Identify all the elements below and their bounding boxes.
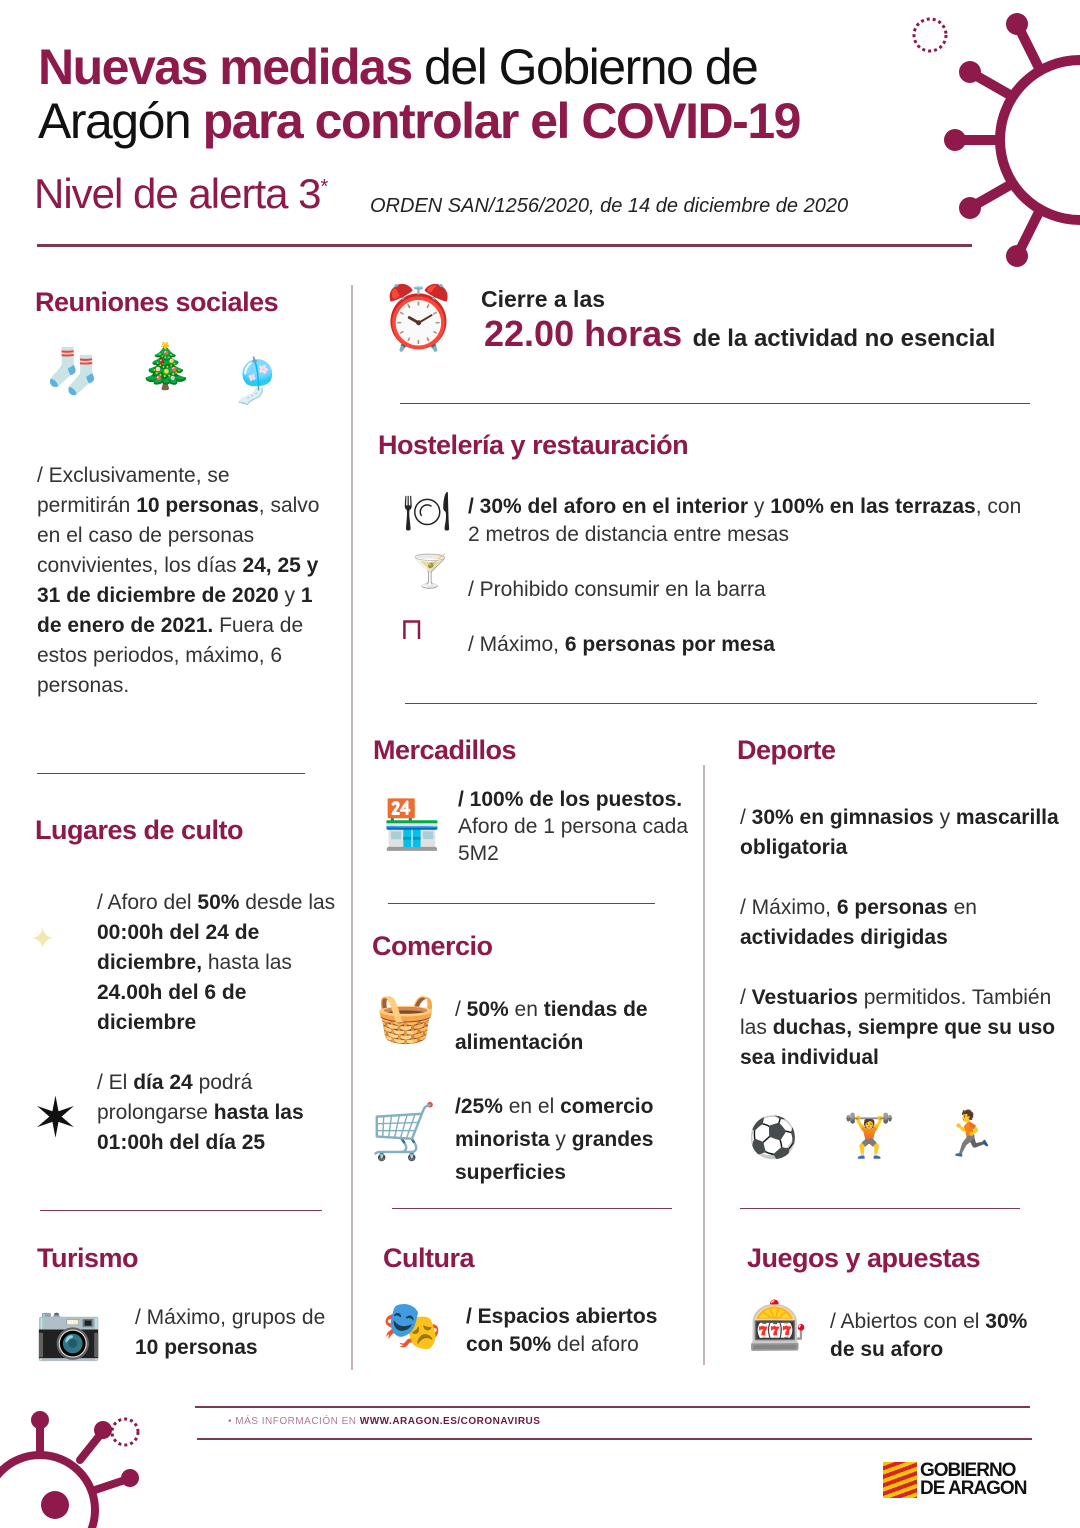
table-chairs-icon: ⊓ [400, 613, 424, 646]
grocery-basket-icon: 🧺 [376, 992, 436, 1045]
camera-icon: 📷 [35, 1302, 103, 1362]
ornaments-icon: 🎐 [228, 357, 283, 406]
text-emphasis: 50% [197, 891, 240, 914]
text-emphasis: 100% en las terrazas [770, 495, 976, 518]
alert-footnote-mark: * [320, 176, 328, 198]
text-segment: / Máximo, [468, 633, 565, 656]
closing-scope: de la actividad no esencial [692, 325, 996, 352]
text-emphasis: para controlar el COVID-19 [202, 93, 800, 149]
text-emphasis: grandes superficies [455, 1128, 654, 1184]
reuniones-text [37, 461, 322, 701]
divider [703, 765, 705, 1365]
text-segment: en el [502, 1095, 561, 1118]
text-emphasis: / 100% de los puestos. [458, 788, 683, 811]
text-emphasis: 30% de su aforo [830, 1310, 1028, 1361]
soccer-ball-icon: ⚽ [748, 1116, 798, 1160]
text-emphasis: comercio minorista [455, 1095, 654, 1151]
alarm-clock-icon: ⏰ [380, 284, 458, 353]
text-segment: permitidos. También las [740, 986, 1052, 1039]
mercadillos-text [458, 786, 688, 867]
text-emphasis: 24, 25 y 31 de diciembre de 2020 [37, 554, 319, 607]
divider [388, 903, 655, 904]
logo-line-1: GOBIERNO [920, 1460, 1016, 1481]
virus-icon [0, 1410, 150, 1528]
divider [740, 1208, 1020, 1209]
gobierno-aragon-logo [883, 1462, 1026, 1498]
text-segment: / Exclusivamente, se permitirán [37, 464, 230, 517]
section-title: Cultura [383, 1243, 474, 1273]
text-segment: / El [97, 1071, 134, 1094]
text-segment: / Aforo del [97, 891, 198, 914]
logo-line-2: DE ARAGON [920, 1478, 1027, 1499]
hosteleria-item [468, 493, 1038, 549]
hosteleria-item [468, 575, 1028, 605]
aragon-flag-icon [883, 1462, 917, 1498]
divider [37, 244, 972, 247]
text-emphasis: 1 de enero de 2021. [37, 584, 313, 637]
divider [37, 773, 305, 774]
text-emphasis: 30% en gimnasios [751, 806, 934, 829]
more-info: • MÁS INFORMACIÓN EN WWW.ARAGON.ES/CORONAVIRUS [228, 1416, 541, 1427]
divider [197, 1438, 1032, 1440]
culto-text-2 [97, 1068, 332, 1158]
text-segment: , con 2 metros de distancia entre mesas [468, 495, 1022, 546]
section-title: Lugares de culto [35, 815, 244, 845]
text-segment: del aforo [551, 1333, 639, 1356]
runner-icon: 🏃 [942, 1110, 997, 1159]
page-title [38, 40, 868, 148]
star-icon: ✶ [32, 1086, 79, 1149]
alert-level-text: Nivel de alerta 3 [34, 170, 321, 217]
sparkle-icon: ✦ [30, 923, 56, 956]
divider [405, 703, 1037, 704]
text-segment: y [748, 495, 771, 518]
cloche-icon: 🍽 [403, 491, 452, 533]
theater-masks-icon: 🎭 [382, 1300, 442, 1353]
market-stall-icon: 🏪 [382, 799, 442, 852]
divider [400, 403, 1030, 404]
text-emphasis: Nuevas medidas [38, 39, 412, 95]
text-segment: del Gobierno de Aragón [38, 39, 758, 149]
section-title: Reuniones sociales [35, 287, 279, 317]
stocking-icon: 🧦 [45, 347, 100, 396]
text-segment: podrá prolongarse [97, 1071, 253, 1124]
text-emphasis: 6 personas por mesa [564, 633, 775, 656]
text-emphasis: / 30% del aforo en el interior [468, 495, 749, 518]
section-title: Hostelería y restauración [378, 430, 689, 460]
section-title: Turismo [37, 1243, 139, 1273]
text-emphasis: 50% [466, 998, 509, 1021]
closing-hour: 22.00 horas [484, 313, 683, 354]
divider [351, 285, 353, 1370]
order-reference: ORDEN SAN/1256/2020, de 14 de diciembre de 2020 [370, 195, 849, 217]
deporte-item [740, 983, 1060, 1073]
divider [40, 1210, 322, 1211]
text-emphasis: 00:00h del 24 de diciembre, [97, 921, 260, 974]
text-segment: en [947, 896, 977, 919]
text-segment: hasta las [202, 951, 292, 974]
text-emphasis: 10 personas [135, 1336, 258, 1359]
text-emphasis: /25% [455, 1095, 503, 1118]
text-segment: Aforo de 1 persona cada 5M2 [458, 815, 688, 865]
deporte-item [740, 893, 1060, 953]
closing-label: Cierre a las [481, 286, 606, 312]
text-segment: y [278, 584, 301, 607]
text-emphasis: 10 personas [136, 494, 259, 517]
text-emphasis: Vestuarios [751, 986, 858, 1009]
text-segment: / Máximo, [740, 896, 837, 919]
text-segment: / [740, 806, 752, 829]
virus-icon [900, 0, 1080, 270]
text-emphasis: 24.00h del 6 de diciembre [97, 981, 247, 1034]
text-segment: / [455, 998, 467, 1021]
text-segment: / Prohibido consumir en la barra [468, 578, 766, 601]
section-title: Juegos y apuestas [747, 1243, 981, 1273]
juegos-text [830, 1308, 1030, 1364]
text-segment: / Abiertos con el [830, 1310, 986, 1333]
text-segment: y [933, 806, 956, 829]
text-emphasis: tiendas de alimentación [455, 998, 648, 1054]
text-segment: / [740, 986, 752, 1009]
alert-level [34, 170, 327, 218]
christmas-tree-icon: 🎄 [138, 342, 193, 391]
shopping-cart-icon: 🛒 [370, 1102, 438, 1162]
turismo-text [135, 1303, 335, 1363]
more-info-prefix: MÁS INFORMACIÓN EN [235, 1416, 360, 1427]
comercio-item [455, 1090, 695, 1189]
divider [195, 1406, 1030, 1408]
text-emphasis: duchas, siempre que su uso sea individual [740, 1016, 1056, 1069]
divider [392, 1208, 672, 1209]
hosteleria-item [468, 630, 1028, 660]
closing-time [484, 313, 995, 355]
section-title: Comercio [372, 931, 493, 961]
text-segment: desde las [239, 891, 336, 914]
text-segment: Fuera de estos periodos, máximo, 6 personas. [37, 614, 304, 697]
text-segment: y [549, 1128, 572, 1151]
text-segment: / Máximo, grupos de [135, 1306, 326, 1329]
section-title: Mercadillos [373, 735, 517, 765]
text-emphasis: actividades dirigidas [740, 926, 948, 949]
cocktail-icon: 🍸 [410, 553, 450, 589]
culto-text-1 [97, 888, 342, 1038]
deporte-item [740, 803, 1060, 863]
text-emphasis: mascarilla obligatoria [740, 806, 1059, 859]
more-info-link[interactable]: WWW.ARAGON.ES/CORONAVIRUS [359, 1416, 541, 1427]
comercio-item [455, 993, 690, 1059]
text-segment: en [508, 998, 544, 1021]
poker-chips-icon: 🎰 [748, 1300, 808, 1353]
cultura-text [466, 1303, 691, 1359]
text-emphasis: día 24 [133, 1071, 193, 1094]
section-title: Deporte [737, 735, 836, 765]
text-emphasis: 6 personas [836, 896, 948, 919]
weightlifter-icon: 🏋 [843, 1112, 896, 1159]
text-segment: , salvo en el caso de personas convivientes, los días [37, 494, 320, 577]
text-emphasis: hasta las 01:00h del día 25 [97, 1101, 304, 1154]
text-emphasis: / Espacios abiertos con 50% [466, 1305, 658, 1356]
